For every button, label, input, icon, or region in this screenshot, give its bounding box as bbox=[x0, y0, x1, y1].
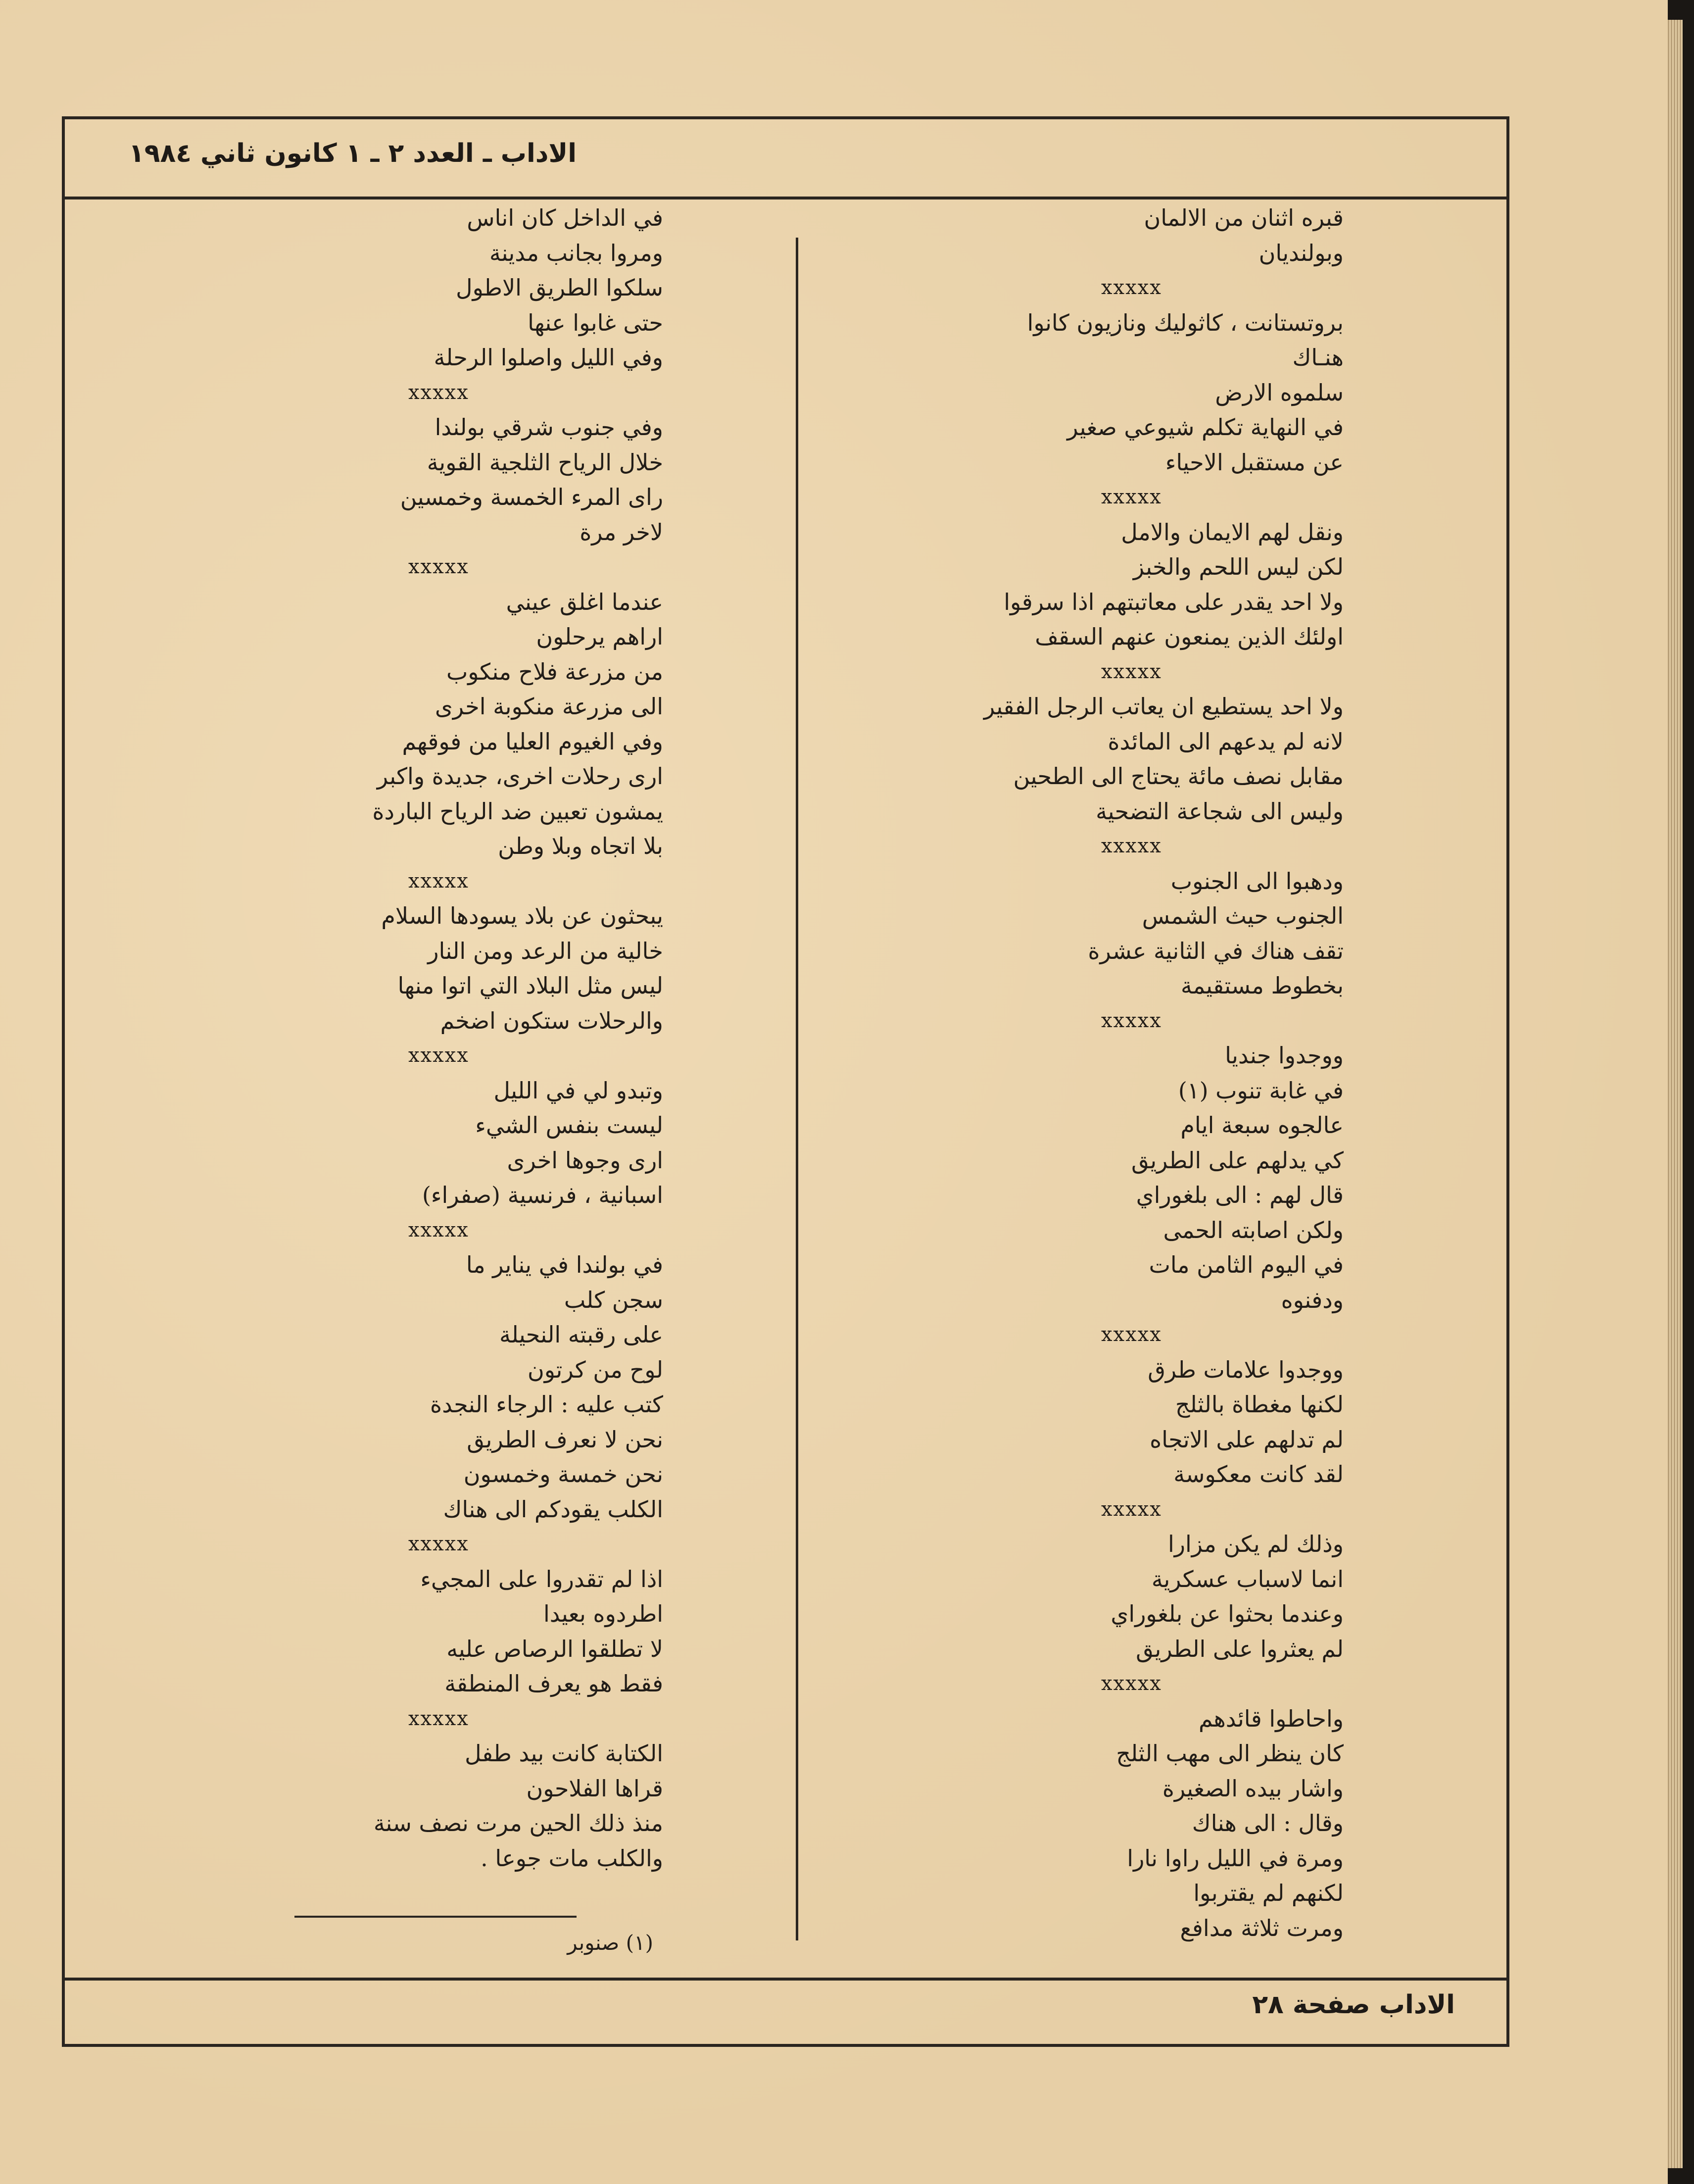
poem-line: والكلب مات جوعا . bbox=[481, 1844, 663, 1872]
poem-line: بروتستانت ، كاثوليك ونازيون كانوا bbox=[1027, 309, 1344, 336]
poem-line: والرحلات ستكون اضخم bbox=[440, 1007, 663, 1034]
poem-line: اراهم يرحلون bbox=[536, 623, 663, 650]
poem-line: ومرت ثلاثة مدافع bbox=[1180, 1914, 1344, 1941]
stanza-separator: xxxxx bbox=[1101, 1497, 1162, 1521]
stanza-separator: xxxxx bbox=[408, 1044, 469, 1067]
poem-line: كتب عليه : الرجاء النجدة bbox=[430, 1391, 663, 1418]
poem-line: انما لاسباب عسكرية bbox=[1151, 1565, 1344, 1592]
stanza-separator: xxxxx bbox=[408, 1218, 469, 1241]
poem-line: في اليوم الثامن مات bbox=[1149, 1251, 1344, 1278]
poem-line: على رقبته النحيلة bbox=[499, 1321, 663, 1348]
stanza-separator: xxxxx bbox=[408, 869, 469, 893]
poem-line: ومرة في الليل راوا نارا bbox=[1127, 1844, 1344, 1872]
poem-line: اطردوه بعيدا bbox=[543, 1600, 663, 1627]
stanza-separator: xxxxx bbox=[408, 555, 469, 578]
poem-line: لوح من كرتون bbox=[527, 1356, 663, 1383]
poem-line: ليست بنفس الشيء bbox=[475, 1112, 663, 1139]
poem-line: وعندما بحثوا عن بلغوراي bbox=[1111, 1600, 1344, 1627]
poem-line: سجن كلب bbox=[564, 1286, 663, 1313]
stanza-separator: xxxxx bbox=[1101, 1009, 1162, 1032]
poem-line: ولا احد يستطيع ان يعاتب الرجل الفقير bbox=[984, 693, 1344, 720]
poem-line: ووجدوا علامات طرق bbox=[1148, 1356, 1344, 1383]
poem-line: فقط هو يعرف المنطقة bbox=[444, 1670, 663, 1697]
poem-line: في غابة تنوب (١) bbox=[1178, 1077, 1344, 1104]
poem-line: لكنها مغطاة بالثلج bbox=[1175, 1391, 1344, 1418]
poem-line: الى مزرعة منكوبة اخرى bbox=[435, 693, 663, 720]
poem-line: ودفنوه bbox=[1281, 1286, 1344, 1313]
poem-line: راى المرء الخمسة وخمسين bbox=[400, 484, 663, 510]
stanza-separator: xxxxx bbox=[408, 1707, 469, 1730]
poem-line: منذ ذلك الحين مرت نصف سنة bbox=[373, 1810, 663, 1837]
poem-line: خالية من الرعد ومن النار bbox=[428, 937, 663, 964]
running-header: الاداب ـ العدد ٢ ـ ١ كانون ثاني ١٩٨٤ bbox=[129, 139, 577, 168]
poem-line: لم تدلهم على الاتجاه bbox=[1150, 1426, 1344, 1453]
poem-line: تقف هناك في الثانية عشرة bbox=[1088, 937, 1344, 964]
poem-line: لا تطلقوا الرصاص عليه bbox=[446, 1635, 663, 1662]
poem-line: وذلك لم يكن مزارا bbox=[1168, 1531, 1344, 1557]
poem-line: بخطوط مستقيمة bbox=[1180, 972, 1344, 999]
poem-column-left bbox=[247, 200, 663, 1876]
stanza-separator: xxxxx bbox=[1101, 1323, 1162, 1346]
poem-line: وتبدو لي في الليل bbox=[493, 1077, 663, 1104]
poem-line: كان ينظر الى مهب الثلج bbox=[1116, 1740, 1344, 1767]
stanza-separator: xxxxx bbox=[408, 1533, 469, 1555]
column-divider bbox=[796, 238, 798, 1940]
poem-line: الكتابة كانت بيد طفل bbox=[465, 1740, 663, 1767]
stanza-separator: xxxxx bbox=[1101, 835, 1162, 857]
poem-line: نحن لا نعرف الطريق bbox=[467, 1426, 663, 1453]
poem-line: لقد كانت معكوسة bbox=[1173, 1461, 1344, 1488]
poem-line: لاخر مرة bbox=[580, 518, 663, 546]
poem-column-right bbox=[925, 200, 1344, 1945]
poem-line: اولئك الذين يمنعون عنهم السقف bbox=[1035, 623, 1344, 650]
poem-line: ارى وجوها اخرى bbox=[507, 1146, 663, 1174]
poem-line: اذا لم تقدروا على المجيء bbox=[420, 1565, 663, 1592]
poem-line: حتى غابوا عنها bbox=[528, 309, 663, 336]
poem-line: واحاطوا قائدهم bbox=[1198, 1705, 1344, 1732]
poem-line: في بولندا في يناير ما bbox=[466, 1251, 663, 1278]
poem-line: الكلب يقودكم الى هناك bbox=[443, 1495, 663, 1523]
poem-line: عالجوه سبعة ايام bbox=[1180, 1112, 1344, 1139]
stanza-separator: xxxxx bbox=[408, 381, 469, 404]
poem-line: قراها الفلاحون bbox=[526, 1775, 663, 1802]
page-edge-binding bbox=[1668, 20, 1683, 2168]
poem-line: هنـاك bbox=[1292, 344, 1344, 371]
poem-line: وقال : الى هناك bbox=[1192, 1810, 1344, 1837]
poem-line: في الداخل كان اناس bbox=[467, 204, 663, 231]
stanza-separator: xxxxx bbox=[1101, 276, 1162, 299]
poem-line: سلموه الارض bbox=[1215, 379, 1344, 406]
poem-line: في النهاية تكلم شيوعي صغير bbox=[1067, 414, 1344, 441]
poem-line: ونقل لهم الايمان والامل bbox=[1121, 518, 1344, 546]
poem-line: قال لهم : الى بلغوراي bbox=[1136, 1182, 1344, 1208]
footer-divider bbox=[62, 1978, 1509, 1981]
poem-line: مقابل نصف مائة يحتاج الى الطحين bbox=[1013, 763, 1344, 790]
poem-line: وليس الى شجاعة التضحية bbox=[1096, 797, 1344, 825]
poem-line: سلكوا الطريق الاطول bbox=[456, 274, 663, 301]
stanza-separator: xxxxx bbox=[1101, 660, 1162, 683]
poem-line: ودهبوا الى الجنوب bbox=[1170, 867, 1344, 894]
poem-line: لانه لم يدعهم الى المائدة bbox=[1108, 728, 1344, 755]
poem-line: كي يدلهم على الطريق bbox=[1131, 1146, 1344, 1174]
poem-line: ووجدوا جنديا bbox=[1225, 1042, 1344, 1069]
poem-line: وفي الليل واصلوا الرحلة bbox=[434, 344, 663, 371]
poem-line: نحن خمسة وخمسون bbox=[463, 1461, 663, 1488]
poem-line: قبره اثنان من الالمان bbox=[1144, 204, 1344, 231]
footnote-divider bbox=[294, 1916, 577, 1918]
poem-line: الجنوب حيث الشمس bbox=[1142, 902, 1344, 929]
poem-line: من مزرعة فلاح منكوب bbox=[446, 658, 663, 685]
poem-line: ليس مثل البلاد التي اتوا منها bbox=[397, 972, 663, 999]
poem-line: ولكن اصابته الحمى bbox=[1163, 1216, 1344, 1243]
footnote: (١) صنوبر bbox=[567, 1931, 653, 1955]
poem-line: لكن ليس اللحم والخبز bbox=[1133, 553, 1344, 580]
poem-line: بلا اتجاه وبلا وطن bbox=[498, 833, 663, 859]
poem-line: يمشون تعبين ضد الرياح الباردة bbox=[372, 797, 663, 825]
poem-line: ارى رحلات اخرى، جديدة واكبر bbox=[377, 763, 663, 790]
poem-line: اسبانية ، فرنسية (صفراء) bbox=[422, 1182, 663, 1208]
poem-line: عندما اغلق عيني bbox=[506, 588, 663, 615]
poem-line: خلال الرياح الثلجية القوية bbox=[427, 448, 663, 476]
poem-line: لكنهم لم يقتربوا bbox=[1193, 1880, 1344, 1906]
poem-line: يبحثون عن بلاد يسودها السلام bbox=[381, 902, 663, 929]
poem-line: وفي الغيوم العليا من فوقهم bbox=[402, 728, 663, 755]
poem-line: واشار بيده الصغيرة bbox=[1162, 1775, 1344, 1802]
poem-line: ومروا بجانب مدينة bbox=[489, 239, 663, 266]
stanza-separator: xxxxx bbox=[1101, 486, 1162, 508]
poem-line: لم يعثروا على الطريق bbox=[1136, 1635, 1344, 1662]
header-divider bbox=[62, 197, 1509, 199]
poem-line: وفي جنوب شرقي بولندا bbox=[435, 414, 663, 441]
poem-line: ولا احد يقدر على معاتبتهم اذا سرقوا bbox=[1004, 588, 1344, 615]
stanza-separator: xxxxx bbox=[1101, 1672, 1162, 1695]
page-footer: الاداب صفحة ٢٨ bbox=[1252, 1990, 1455, 2020]
poem-line: وبولنديان bbox=[1258, 239, 1344, 266]
poem-line: عن مستقبل الاحياء bbox=[1165, 448, 1344, 476]
